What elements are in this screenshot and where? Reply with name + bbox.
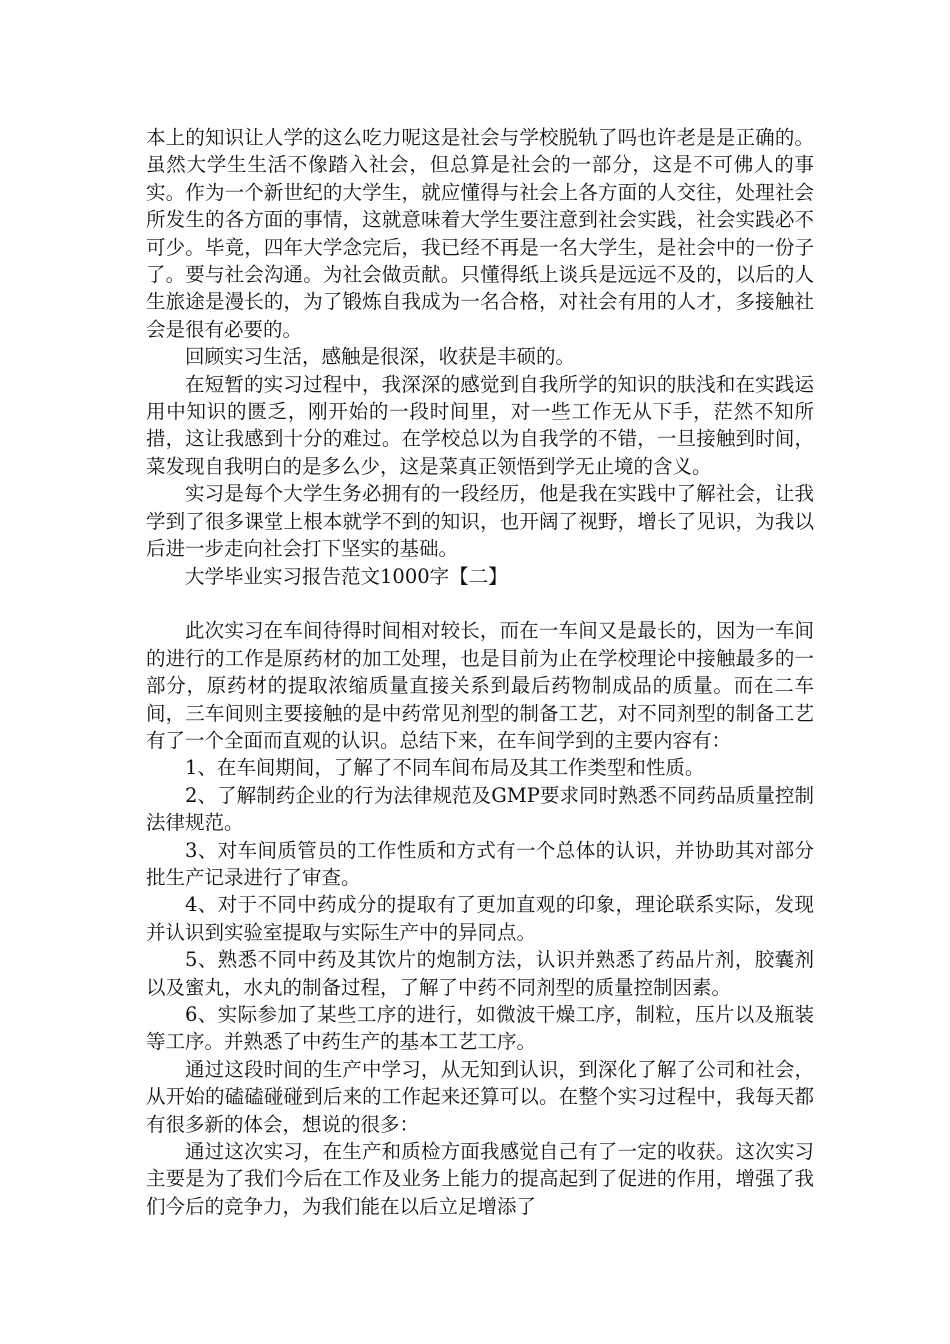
paragraph: 在短暂的实习过程中，我深深的感觉到自我所学的知识的肤浅和在实践运用中知识的匮乏，刚开始的一段时间里，对一些工作无从下手，茫然不知所措，这让我感到十分的难过。在学校总以为自我学的不错，一旦接触到时间，菜发现自我明白的是多么少，这是菜真正领悟到学无止境的含义。 xyxy=(146,372,814,478)
document-page xyxy=(146,124,814,1220)
list-item: 3、对车间质管员的工作性质和方式有一个总体的认识，并协助其对部分批生产记录进行了审查。 xyxy=(146,838,814,889)
paragraph-continuation: 本上的知识让人学的这么吃力呢这是社会与学校脱轨了吗也许老是是正确的。虽然大学生生活不像踏入社会，但总算是社会的一部分，这是不可佛人的事实。作为一个新世纪的大学生，就应懂得与社会上各方面的人交往，处理社会所发生的各方面的事情，这就意味着大学生要注意到社会实践，社会实践必不可少。毕竟，四年大学念完后，我已经不再是一名大学生，是社会中的一份子了。要与社会沟通。为社会做贡献。只懂得纸上谈兵是远远不及的，以后的人生旅途是漫长的，为了锻炼自我成为一名合格，对社会有用的人才，多接触社会是很有必要的。 xyxy=(146,126,814,341)
list-item: 2、了解制药企业的行为法律规范及GMP要求同时熟悉不同药品质量控制法律规范。 xyxy=(146,783,814,835)
paragraph: 回顾实习生活，感触是很深，收获是丰硕的。 xyxy=(185,345,576,369)
list-item: 4、对于不同中药成分的提取有了更加直观的印象，理论联系实际，发现并认识到实验室提取与实际生产中的异同点。 xyxy=(146,893,814,944)
paragraph: 实习是每个大学生务必拥有的一段经历，他是我在实践中了解社会，让我学到了很多课堂上根本就学不到的知识，也开阔了视野，增长了见识，为我以后进一步走向社会打下坚实的基础。 xyxy=(146,482,814,561)
paragraph: 通过这次实习，在生产和质检方面我感觉自己有了一定的收获。这次实习主要是为了我们今后在工作及业务上能力的提高起到了促进的作用，增强了我们今后的竞争力，为我们能在以后立足增添了 xyxy=(146,1140,814,1218)
list-item: 6、实际参加了某些工序的进行，如微波干燥工序，制粒，压片以及瓶装等工序。并熟悉了中药生产的基本工艺工序。 xyxy=(146,1002,814,1054)
paragraph: 此次实习在车间待得时间相对较长，而在一车间又是最长的，因为一车间的进行的工作是原药材的加工处理，也是目前为止在学校理论中接触最多的一部分，原药材的提取浓缩质量直接关系到最后药物制成品的质量。而在二车间，三车间则主要接触的是中药常见剂型的制备工艺，对不同剂型的制备工艺有了一个全面而直观的认识。总结下来，在车间学到的主要内容有： xyxy=(146,619,814,752)
paragraph: 通过这段时间的生产中学习，从无知到认识，到深化了解了公司和社会，从开始的磕磕碰碰到后来的工作起来还算可以。在整个实习过程中，我每天都有很多新的体会，想说的很多： xyxy=(146,1057,814,1136)
list-item: 1、在车间期间，了解了不同车间布局及其工作类型和性质。 xyxy=(185,756,705,780)
section-heading: 大学毕业实习报告范文1000字【二】 xyxy=(185,564,508,588)
blank-line xyxy=(146,590,814,617)
list-item: 5、熟悉不同中药及其饮片的炮制方法，认识并熟悉了药品片剂，胶囊剂以及蜜丸，水丸的制备过程，了解了中药不同剂型的质量控制因素。 xyxy=(146,948,814,999)
